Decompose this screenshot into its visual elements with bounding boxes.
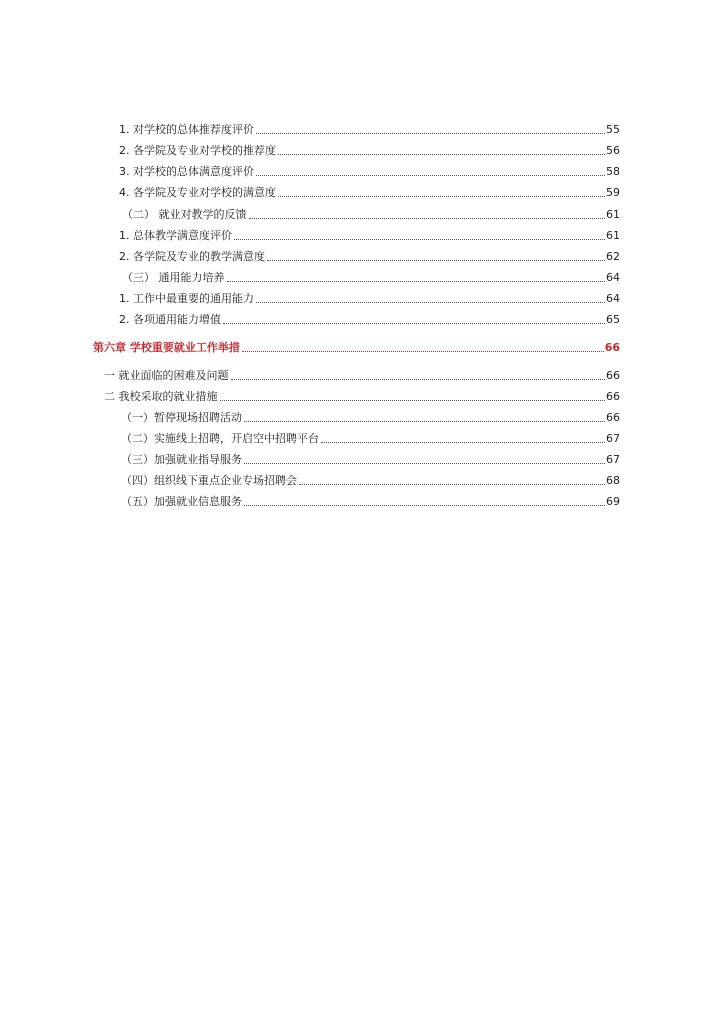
toc-entry-label: 2. 各学院及专业对学校的推荐度 xyxy=(119,144,276,157)
dot-leader xyxy=(244,463,605,464)
toc-entry[interactable] xyxy=(104,369,620,383)
toc-entry-page: 64 xyxy=(606,271,620,284)
toc-entry-label: （二） 就业对教学的反馈 xyxy=(122,208,247,221)
toc-entry[interactable] xyxy=(119,144,620,158)
dot-leader xyxy=(227,281,606,282)
toc-entry-label: 4. 各学院及专业对学校的满意度 xyxy=(119,186,276,199)
toc-entry[interactable] xyxy=(119,186,620,200)
toc-entry-label: （四）组织线下重点企业专场招聘会 xyxy=(121,474,297,487)
toc-entry-page: 66 xyxy=(606,369,620,382)
toc-entry-page: 56 xyxy=(606,144,620,157)
dot-leader xyxy=(321,442,605,443)
toc-entry[interactable] xyxy=(121,474,620,488)
toc-entry[interactable] xyxy=(119,123,620,137)
toc-entry[interactable] xyxy=(121,411,620,425)
toc-entry[interactable] xyxy=(119,250,620,264)
toc-entry-label: 2. 各项通用能力增值 xyxy=(119,313,221,326)
dot-leader xyxy=(299,484,605,485)
dot-leader xyxy=(244,505,605,506)
toc-entry-label: 1. 工作中最重要的通用能力 xyxy=(119,292,254,305)
toc-entry-label: 3. 对学校的总体满意度评价 xyxy=(119,165,254,178)
toc-entry[interactable] xyxy=(119,229,620,243)
toc-entry-label: （一）暂停现场招聘活动 xyxy=(121,411,242,424)
toc-entry[interactable] xyxy=(121,453,620,467)
dot-leader xyxy=(244,421,605,422)
dot-leader xyxy=(242,351,604,352)
toc-entry-page: 58 xyxy=(606,165,620,178)
toc-entry-page: 69 xyxy=(606,495,620,508)
toc-entry[interactable] xyxy=(119,165,620,179)
dot-leader xyxy=(278,196,605,197)
toc-entry-label: （五）加强就业信息服务 xyxy=(121,495,242,508)
toc-entry-page: 65 xyxy=(606,313,620,326)
toc-entry-label: 第六章 学校重要就业工作举措 xyxy=(93,341,240,354)
toc-entry-label: （三） 通用能力培养 xyxy=(122,271,225,284)
toc-entry-page: 61 xyxy=(606,208,620,221)
toc-entry[interactable] xyxy=(121,495,620,509)
dot-leader xyxy=(256,302,605,303)
dot-leader xyxy=(249,218,606,219)
toc-entry[interactable] xyxy=(122,208,620,222)
toc-entry-page: 66 xyxy=(606,390,620,403)
dot-leader xyxy=(220,400,606,401)
toc-entry[interactable] xyxy=(122,271,620,285)
dot-leader xyxy=(234,239,605,240)
toc-entry-page: 55 xyxy=(606,123,620,136)
toc-entry-page: 61 xyxy=(606,229,620,242)
dot-leader xyxy=(256,175,605,176)
toc-entry-label: 二 我校采取的就业措施 xyxy=(104,390,218,403)
toc-entry-label: （三）加强就业指导服务 xyxy=(121,453,242,466)
dot-leader xyxy=(231,379,606,380)
toc-entry-label: （二）实施线上招聘，开启空中招聘平台 xyxy=(121,432,319,445)
dot-leader xyxy=(267,260,605,261)
dot-leader xyxy=(256,133,605,134)
toc-entry-page: 64 xyxy=(606,292,620,305)
toc-entry-page: 66 xyxy=(606,411,620,424)
toc-entry[interactable] xyxy=(121,432,620,446)
toc-entry[interactable] xyxy=(119,313,620,327)
toc-entry-page: 66 xyxy=(604,341,620,354)
toc-entry-page: 62 xyxy=(606,250,620,263)
dot-leader xyxy=(223,323,605,324)
toc-entry-page: 68 xyxy=(606,474,620,487)
toc-entry-label: 一 就业面临的困难及问题 xyxy=(104,369,229,382)
toc-entry-label: 2. 各学院及专业的教学满意度 xyxy=(119,250,265,263)
toc-chapter-entry[interactable] xyxy=(93,341,620,355)
toc-entry-label: 1. 对学校的总体推荐度评价 xyxy=(119,123,254,136)
toc-entry[interactable] xyxy=(104,390,620,404)
dot-leader xyxy=(278,154,605,155)
toc-entry-page: 67 xyxy=(606,432,620,445)
toc-entry[interactable] xyxy=(119,292,620,306)
toc-entry-page: 59 xyxy=(606,186,620,199)
toc-entry-label: 1. 总体教学满意度评价 xyxy=(119,229,232,242)
toc-entry-page: 67 xyxy=(606,453,620,466)
